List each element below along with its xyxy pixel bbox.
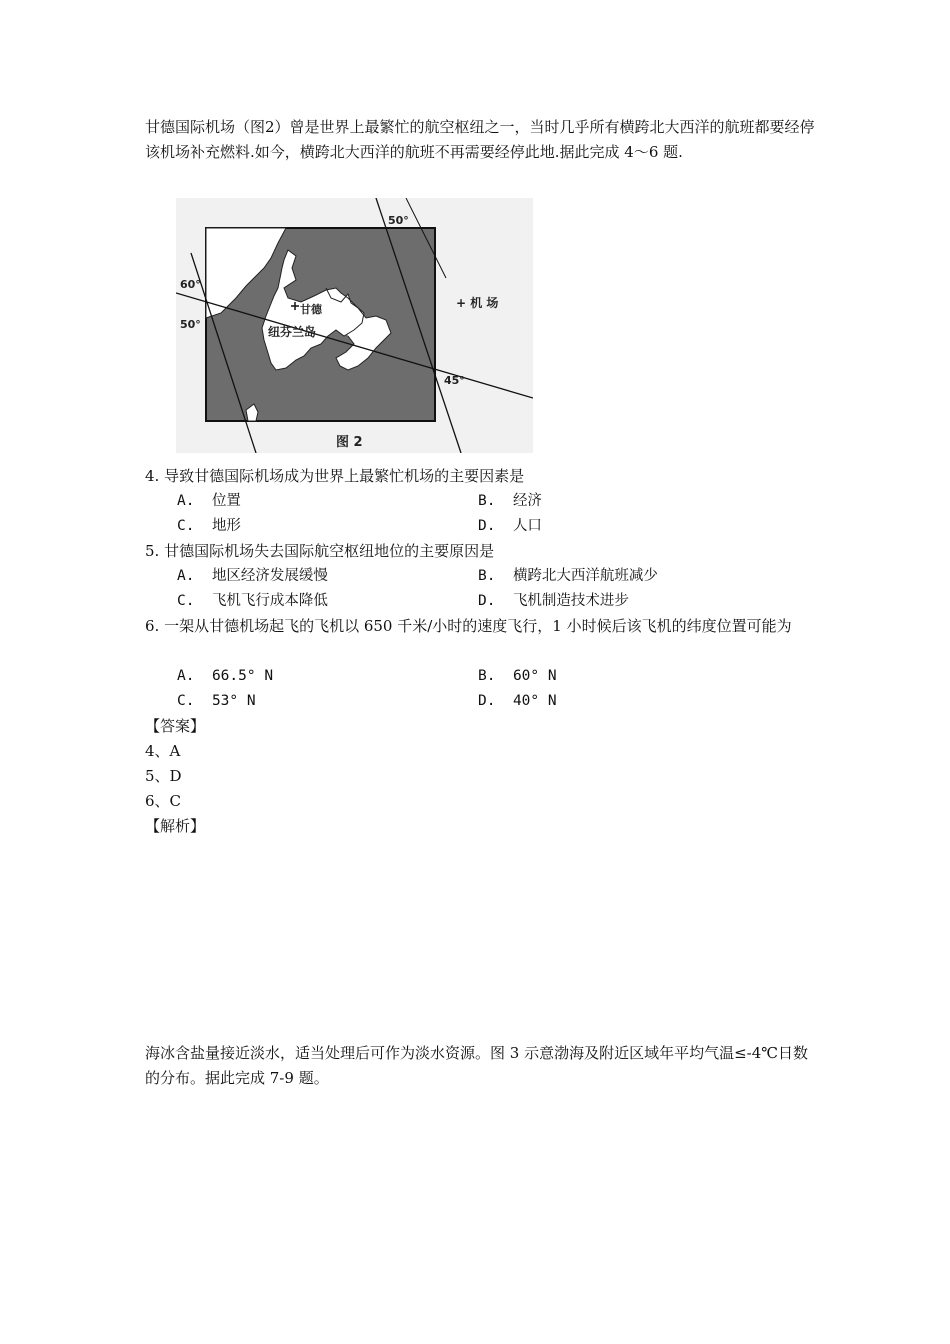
q6-option-b: B. 60° N [478, 668, 557, 684]
q6-option-a: A. 66.5° N [177, 668, 274, 684]
intro-paragraph-1: 甘德国际机场（图2）曾是世界上最繁忙的航空枢纽之一，当时几乎所有横跨北大西洋的航班都要经停该机场补充燃料.如今，横跨北大西洋的航班不再需要经停此地.据此完成 4～6 题. [145, 118, 815, 161]
lat-label-45: 45° [444, 374, 465, 387]
lat-label-50-left: 50° [180, 318, 201, 331]
lat-label-50-top: 50° [388, 214, 409, 227]
q5-option-b: B. 横跨北大西洋航班减少 [478, 568, 658, 584]
q4-option-b: B. 经济 [478, 493, 542, 509]
q4-option-c: C. 地形 [177, 518, 241, 534]
question-6-stem: 6. 一架从甘德机场起飞的飞机以 650 千米/小时的速度飞行，1 小时候后该飞机的纬度位置可能为 [145, 617, 792, 635]
map-graphic [176, 198, 533, 453]
answer-5: 5、D [145, 767, 182, 785]
answer-6: 6、C [145, 792, 182, 810]
q5-option-a: A. 地区经济发展缓慢 [177, 568, 328, 584]
q5-option-c: C. 飞机飞行成本降低 [177, 593, 328, 609]
q6-option-c: C. 53° N [177, 693, 256, 709]
q4-option-d: D. 人口 [478, 518, 542, 534]
answer-header: 【答案】 [145, 717, 206, 735]
figure-2-map [176, 198, 533, 453]
q6-option-d: D. 40° N [478, 693, 557, 709]
island-label: 纽芬兰岛 [268, 325, 317, 339]
answer-4: 4、A [145, 742, 181, 760]
question-4-stem: 4. 导致甘德国际机场成为世界上最繁忙机场的主要因素是 [145, 467, 525, 485]
question-5-stem: 5. 甘德国际机场失去国际航空枢纽地位的主要原因是 [145, 542, 495, 560]
figure-caption: 图 2 [336, 435, 363, 450]
intro-paragraph-2: 海冰含盐量接近淡水，适当处理后可作为淡水资源。图 3 示意渤海及附近区域年平均气温≤-4℃日数的分布。据此完成 7-9 题。 [145, 1044, 809, 1087]
analysis-header: 【解析】 [145, 817, 206, 835]
lat-label-60: 60° [180, 278, 201, 291]
city-label: 甘德 [300, 303, 322, 316]
q4-option-a: A. 位置 [177, 493, 241, 509]
map-legend: + 机 场 [456, 296, 499, 310]
q5-option-d: D. 飞机制造技术进步 [478, 593, 629, 609]
